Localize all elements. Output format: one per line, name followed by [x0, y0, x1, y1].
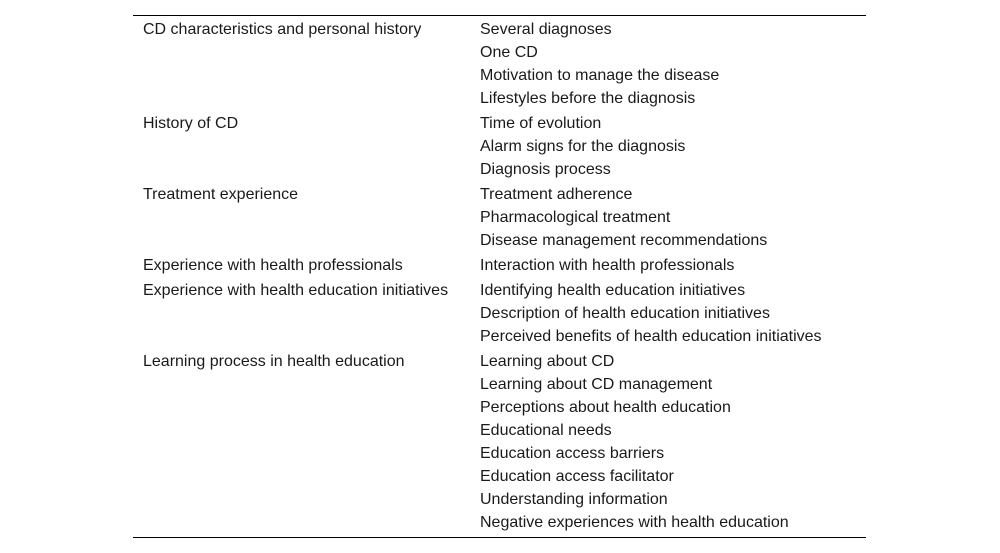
subcategory-item: Several diagnoses	[480, 21, 612, 38]
subcategory-cell	[480, 18, 866, 110]
subcategory-item: Education access facilitator	[480, 468, 674, 485]
table-row	[133, 18, 866, 110]
subcategory-cell	[480, 183, 866, 252]
subcategory-cell	[480, 254, 866, 277]
category-cell: Learning process in health education	[143, 353, 405, 370]
category-cell: Experience with health professionals	[143, 257, 403, 274]
subcategory-item: Disease management recommendations	[480, 232, 768, 249]
subcategory-item: Negative experiences with health education	[480, 514, 789, 531]
subcategory-item: Education access barriers	[480, 445, 665, 462]
table-row	[133, 183, 866, 252]
subcategory-item: Alarm signs for the diagnosis	[480, 138, 686, 155]
subcategory-item: Educational needs	[480, 422, 612, 439]
subcategory-item: Motivation to manage the disease	[480, 67, 720, 84]
subcategory-item: Time of evolution	[480, 115, 602, 132]
category-cell: Experience with health education initiatives	[143, 282, 449, 299]
subcategory-item: Lifestyles before the diagnosis	[480, 90, 696, 107]
category-cell: CD characteristics and personal history	[143, 21, 422, 38]
table-row	[133, 112, 866, 181]
subcategory-item: Perceptions about health education	[480, 399, 731, 416]
subcategory-item: Identifying health education initiatives	[480, 282, 746, 299]
table-row	[133, 254, 866, 277]
subcategory-cell	[480, 112, 866, 181]
subcategory-cell	[480, 279, 866, 348]
category-cell: Treatment experience	[143, 186, 299, 203]
subcategory-item: Treatment adherence	[480, 186, 633, 203]
subcategory-item: Learning about CD	[480, 353, 615, 370]
subcategory-item: Interaction with health professionals	[480, 257, 735, 274]
subcategory-item: Pharmacological treatment	[480, 209, 671, 226]
category-cell: History of CD	[143, 115, 239, 132]
subcategory-item: Diagnosis process	[480, 161, 611, 178]
subcategory-item: Perceived benefits of health education initiatives	[480, 328, 822, 345]
subcategory-item: Description of health education initiatives	[480, 305, 770, 322]
categories-table	[133, 15, 866, 538]
subcategory-cell	[480, 350, 866, 534]
subcategory-item: Understanding information	[480, 491, 668, 508]
subcategory-item: Learning about CD management	[480, 376, 713, 393]
table-row	[133, 350, 866, 534]
subcategory-item: One CD	[480, 44, 538, 61]
table-row	[133, 279, 866, 348]
